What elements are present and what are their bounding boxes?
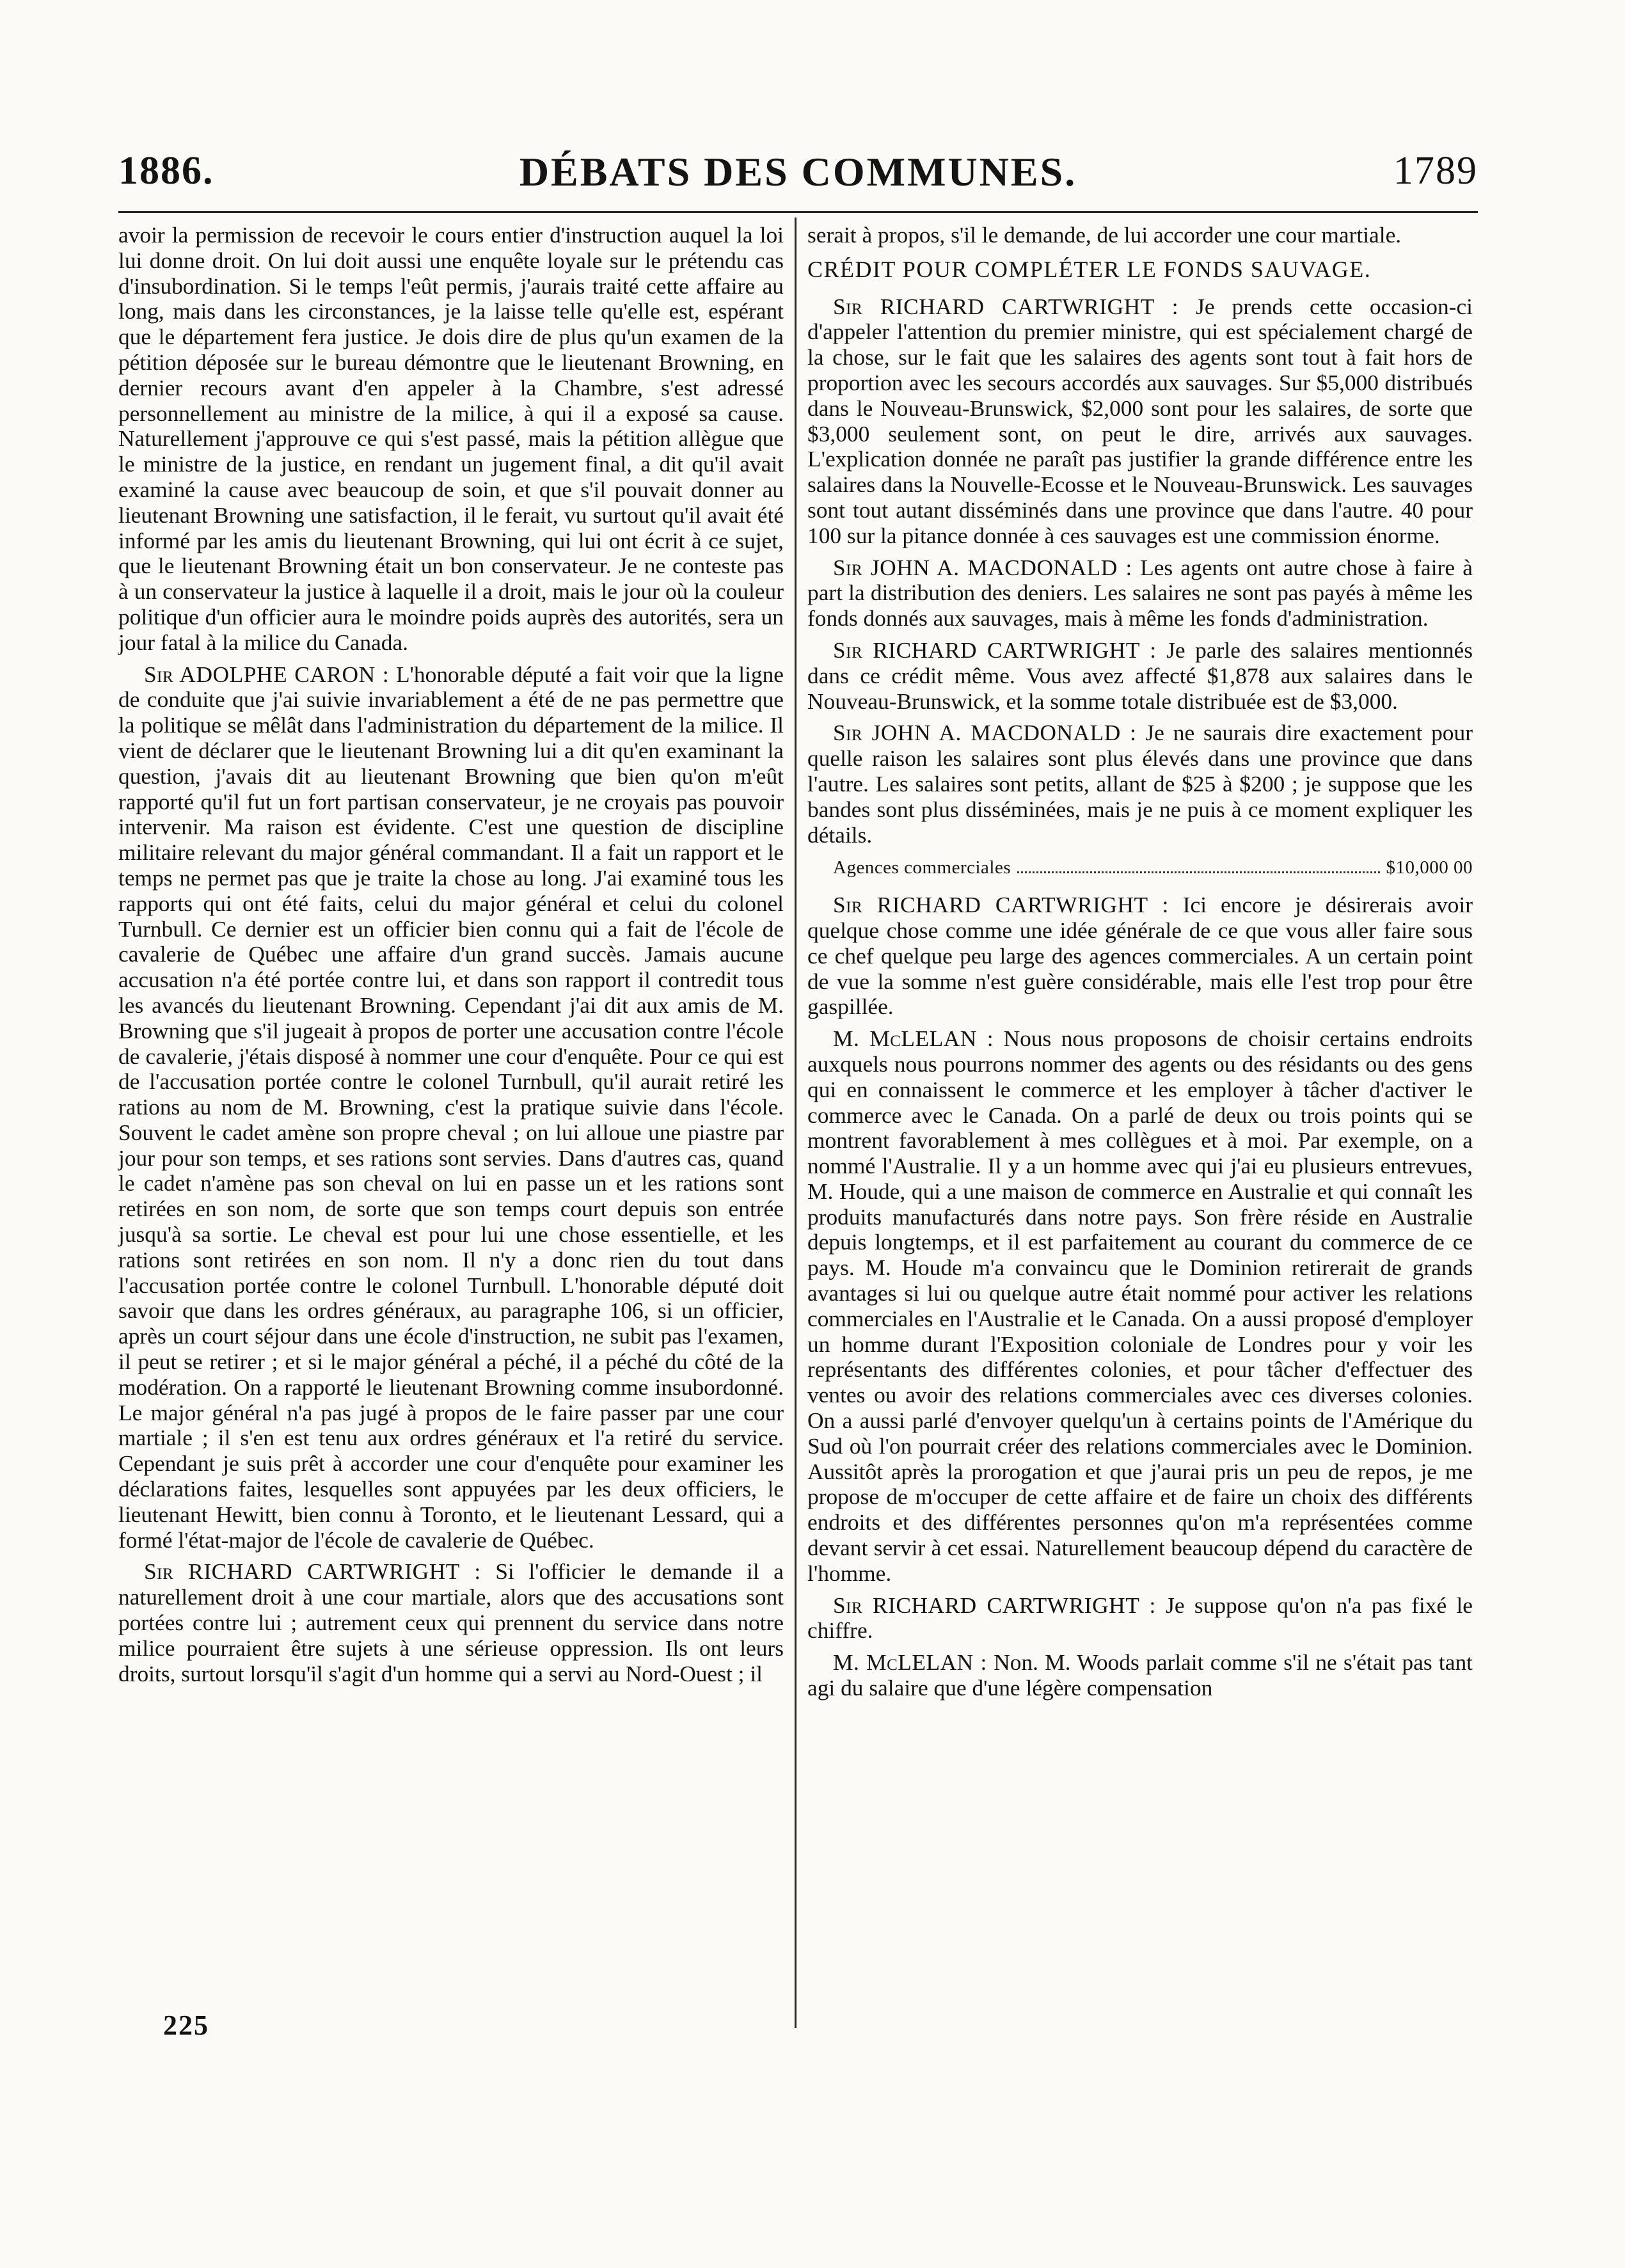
speaker-name: M. McLELAN : — [833, 1026, 994, 1052]
column-divider — [795, 218, 797, 2028]
paragraph-text: L'honorable député a fait voir que la ligne de conduite que j'ai suivie invariablement a été de ne pas permettre que la politique se mêlât dans l'administration du département de la milice. Il vient de déclarer que le lieutenant Browning lui a dit qu'en examinant la question, j'avais dit au lieutenant Browning que bien qu'on m'eût rapporté qu'il fut un fort partisan conservateur, je ne croyais pas pouvoir intervenir. Ma raison est évidente. C'est une question de discipline militaire relevant du major général commandant. Il a fait un rapport et le temps ne permet pas que je traite la chose au long. J'ai examiné tous les rapports qui ont été faits, celui du major général et celui du colonel Turnbull. Ce dernier est un officier bien connu qui a fait de l'école de cavalerie de Québec une affaire d'un grand succès. Jamais aucune accusation n'a été portée contre lui, et dans son rapport il contredit tous les avancés du lieutenant Browning. Cependant j'ai dit aux amis de M. Browning que s'il jugeait à propos de porter une accusation contre l'école de cavalerie, j'étais disposé à nommer une cour d'enquête. Pour ce qui est de l'accusation portée contre le colonel Turnbull, qu'il aurait retiré les rations au nom de M. Browning, c'est la pratique suivie dans l'école. Souvent le cadet amène son propre cheval ; on lui alloue une piastre par jour pour son temps, et ses rations sont servies. Dans d'autres cas, quand le cadet n'amène pas son cheval on lui en passe un et les rations sont retirées en son nom, de sorte que son temps court depuis son entrée jusqu'à sa sortie. Le cheval est pour lui une chose essentielle, et les rations sont retirées en son nom. Il n'y a donc rien du tout dans l'accusation portée contre le colonel Turnbull. L'honorable député doit savoir que dans les ordres généraux, au paragraphe 106, si un officier, après un court séjour dans une école d'instruction, ne subit pas l'examen, il peut se retirer ; et si le major général a péché, il a péché du côté de la modération. On a rapporté le lieutenant Browning comme insubordonné. Le major général n'a pas jugé à propos de le faire passer par une cour martiale ; il s'en est tenu aux ordres généraux et l'a retiré du service. Cependant je suis prêt à accorder une cour d'enquête pour examiner les déclarations faites, lesquelles sont appuyées par les deux officiers, le lieutenant Hewitt, bien connu à Toronto, et le lieutenant Lessard, qui a formé l'état-major de l'école de cavalerie de Québec. — [118, 661, 784, 1553]
vote-amount: $10,000 00 — [1386, 857, 1473, 878]
paragraph — [807, 1650, 1473, 1701]
paragraph-text: Je prends cette occasion-ci d'appeler l'attention du premier ministre, qui est spécialement chargé de la chose, sur le fait que les salaires des agents sont tout à fait hors de proportion avec les secours accordés aux sauvages. Sur $5,000 distribués dans le Nouveau-Brunswick, $2,000 sont pour les salaires, de sorte que $3,000 seulement sont, on peut le dire, arrivés aux sauvages. L'explication donnée ne paraît pas justifier la grande différence entre les salaires dans la Nouvelle-Ecosse et le Nouveau-Brunswick. Les sauvages sont tout autant disséminés dans une province que dans l'autre. 40 pour 100 sur la pitance donnée à ces sauvages est une commission énorme. — [807, 293, 1473, 548]
paragraph-text: Nous nous proposons de choisir certains endroits auxquels nous pourrons nommer des agents ou des résidants ou des gens qui en connaissent le commerce et les employer à tâcher d'activer le commerce avec le Canada. On a parlé de deux ou trois points qui se montrent favorablement à mes collègues et à moi. Par exemple, on a nommé l'Australie. Il y a un homme avec qui j'ai eu plusieurs entrevues, M. Houde, qui a une maison de commerce en Australie et qui connaît les produits manufacturés dans notre pays. Son frère réside en Australie depuis longtemps, et il est parfaitement au courant du commerce de ce pays. M. Houde m'a convaincu que le Dominion retirerait de grands avantages si lui ou quelque autre était nommé pour activer les relations commerciales en l'Australie et le Canada. On a aussi proposé d'employer un homme durant l'Exposition coloniale de Londres pour y voir les représentants des différentes colonies, et pour tâcher d'effectuer des ventes ou avoir des relations commerciales avec ces diverses colonies. On a aussi parlé d'envoyer quelqu'un à certains points de l'Amérique du Sud où l'on pourrait créer des relations commerciales avec le Dominion. Aussitôt après la prorogation et que j'aurai pris un peu de repos, je me propose de m'occuper de cette affaire et de faire un choix des différents endroits et des différentes personnes qu'on m'a représentées comme devant servir à cet essai. Naturellement beaucoup dépend du caractère de l'homme. — [807, 1026, 1473, 1586]
paragraph — [118, 223, 784, 656]
paragraph-text: Les agents ont autre chose à faire à part la distribution des deniers. Les salaires ne sont pas payés à même les fonds donnés aux sauvages, mais à même les fonds d'administration. — [807, 554, 1473, 631]
paragraph-text: Non. M. Woods parlait comme s'il ne s'était pas tant agi du salaire que d'une légère compensation — [807, 1649, 1473, 1701]
left-column — [118, 223, 784, 1693]
speaker-name: M. McLELAN : — [833, 1649, 987, 1676]
speaker-name: Sir RICHARD CARTWRIGHT : — [833, 293, 1179, 319]
speaker-name: Sir RICHARD CARTWRIGHT : — [833, 892, 1169, 918]
dot-leader — [1017, 871, 1379, 873]
paragraph — [118, 662, 784, 1553]
supply-vote-line — [833, 855, 1473, 881]
paragraph — [807, 223, 1473, 248]
signature-mark: 225 — [163, 2010, 209, 2041]
paragraph-text: serait à propos, s'il le demande, de lui accorder une cour martiale. — [807, 222, 1402, 248]
paragraph-text: Je parle des salaires mentionnés dans ce crédit même. Vous avez affecté $1,878 aux salaires dans le Nouveau-Brunswick, et la somme totale distribuée est de $3,000. — [807, 637, 1473, 714]
paragraph-text: Ici encore je désirerais avoir quelque chose comme une idée générale de ce que vous aller faire sous ce chef quelque peu large des agences commerciales. A un certain point de vue la somme n'est guère considérable, mais elle l'est trop pour être gaspillée. — [807, 892, 1473, 1020]
speaker-name: Sir JOHN A. MACDONALD : — [833, 720, 1137, 746]
header-rule — [118, 211, 1478, 213]
paragraph — [807, 294, 1473, 549]
paragraph — [807, 720, 1473, 848]
paragraph — [807, 892, 1473, 1020]
speaker-name: Sir RICHARD CARTWRIGHT : — [833, 1592, 1156, 1618]
header-page-number: 1789 — [1393, 149, 1478, 193]
speaker-name: Sir ADOLPHE CARON : — [144, 661, 390, 687]
speaker-name: Sir RICHARD CARTWRIGHT : — [833, 637, 1157, 663]
vote-label: Agences commerciales — [833, 857, 1011, 878]
paragraph-text: avoir la permission de recevoir le cours entier d'instruction auquel la loi lui donne droit. On lui doit aussi une enquête loyale sur le prétendu cas d'insubordination. Si le temps l'eût permis, j'aurais traité cette affaire au long, mais dans les circonstances, je la laisse telle qu'elle est, espérant que le département fera justice. Je dois dire de plus qu'un examen de la pétition déposée sur le bureau démontre que le lieutenant Browning, en dernier recours avant d'en appeler à la Chambre, s'est adressé personnellement au ministre de la milice, à qui il a exposé sa cause. Naturellement j'approuve ce qui s'est passé, mais la pétition allègue que le ministre de la justice, en rendant un jugement final, a dit qu'il avait examiné la cause avec beaucoup de soin, et que s'il pouvait donner au lieutenant Browning une satisfaction, il le ferait, vu surtout qu'il avait été informé par les amis du lieutenant Browning, qui lui ont écrit à ce sujet, que le lieutenant Browning était un bon conservateur. Je ne conteste pas à un conservateur la justice à laquelle il a droit, mais le jour où la couleur politique d'un officier aura le moindre poids auprès des autorités, sera un jour fatal à la milice du Canada. — [118, 222, 784, 655]
paragraph — [807, 555, 1473, 631]
paragraph — [807, 638, 1473, 714]
paragraph — [807, 1026, 1473, 1587]
paragraph-text: Si l'officier le demande il a naturellement droit à une cour martiale, alors que des accusations sont portées contre lui ; autrement ceux qui prennent du service dans notre milice pourraient être sujets à une sérieuse oppression. Ils ont leurs droits, surtout lorsqu'il s'agit d'un homme qui a servi au Nord-Ouest ; il — [118, 1558, 784, 1686]
page-header — [118, 148, 1478, 206]
right-column — [807, 223, 1473, 1708]
speaker-name: Sir RICHARD CARTWRIGHT : — [144, 1558, 481, 1585]
header-title: DÉBATS DES COMMUNES. — [519, 149, 1077, 194]
paragraph — [807, 1593, 1473, 1644]
header-year: 1886. — [118, 149, 214, 193]
paragraph-text: Je suppose qu'on n'a pas fixé le chiffre. — [807, 1592, 1473, 1644]
paragraph — [118, 1559, 784, 1686]
paragraph-text: Je ne saurais dire exactement pour quelle raison les salaires sont plus élevés dans une province que dans l'autre. Les salaires sont petits, allant de $25 à $200 ; je suppose que les bandes sont plus disséminées, mais je ne puis à ce moment expliquer les détails. — [807, 720, 1473, 848]
speaker-name: Sir JOHN A. MACDONALD : — [833, 554, 1132, 580]
section-heading: CRÉDIT POUR COMPLÉTER LE FONDS SAUVAGE. — [807, 256, 1372, 282]
